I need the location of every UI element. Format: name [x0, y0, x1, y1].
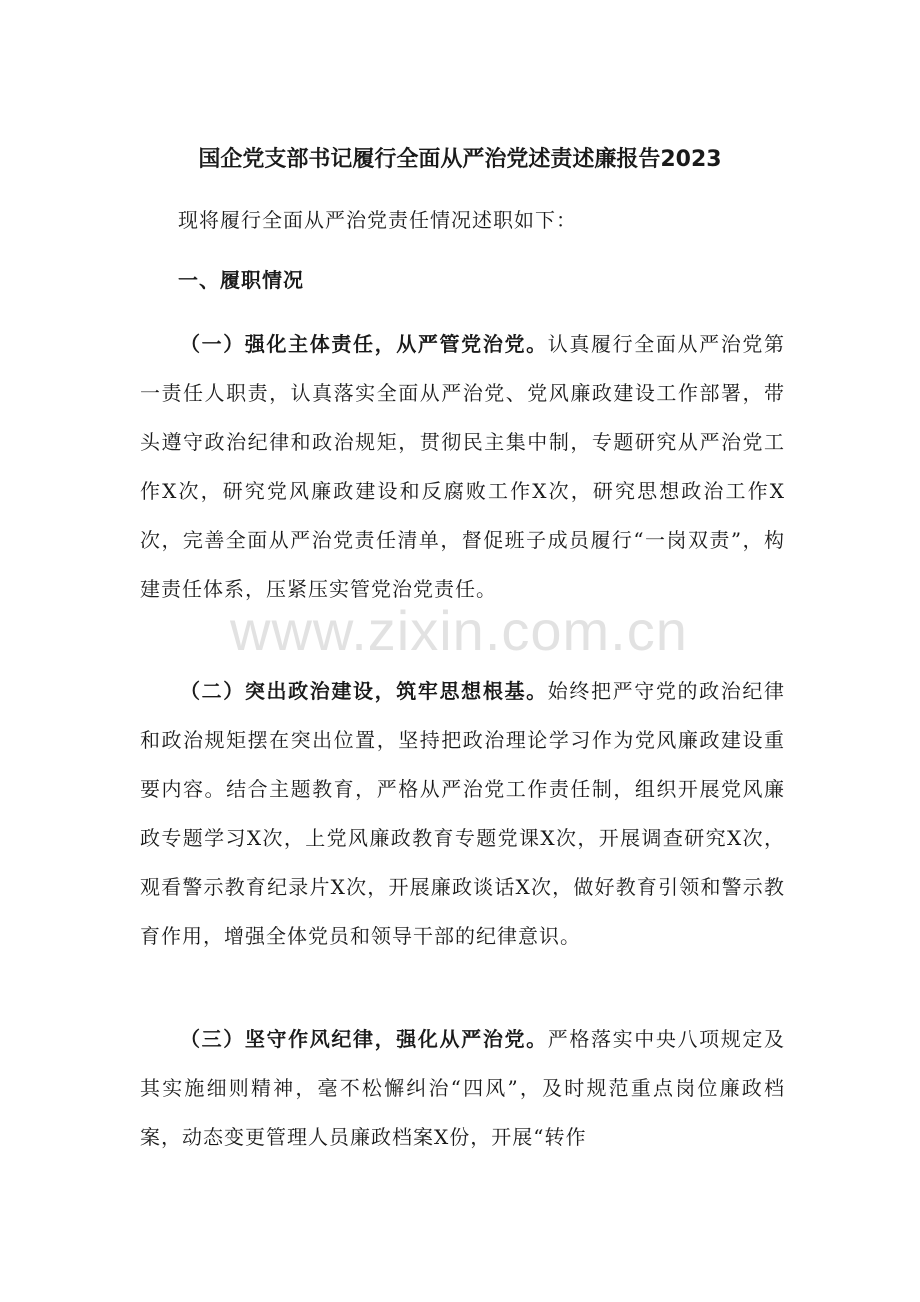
paragraph-3-body: 严格落实中央八项规定及其实施细则精神，毫不松懈纠治“四风”，及时规范重点岗位廉政档案，动态变更管理人员廉政档案X份，开展“转作	[140, 1027, 786, 1149]
paragraph-3-lead: （三）坚守作风纪律，强化从严治党。	[180, 1027, 548, 1051]
section-heading: 一、履职情况	[178, 268, 304, 292]
paragraph-3	[140, 1015, 785, 1162]
paragraph-2	[140, 667, 785, 961]
paragraph-2-body: 始终把严守党的政治纪律和政治规矩摆在突出位置，坚持把政治理论学习作为党风廉政建设重要内容。结合主题教育，严格从严治党工作责任制，组织开展党风廉政专题学习X次，上党风廉政教育专题党课X次，开展调查研究X次，观看警示教育纪录片X次，开展廉政谈话X次，做好教育引领和警示教育作用，增强全体党员和领导干部的纪律意识。	[140, 679, 786, 948]
paragraph-1-lead: （一）强化主体责任，从严管党治党。	[180, 332, 548, 356]
paragraph-2-lead: （二）突出政治建设，筑牢思想根基。	[180, 679, 548, 703]
intro-text: 现将履行全面从严治党责任情况述职如下：	[178, 208, 577, 232]
paragraph-1-body: 认真履行全面从严治党第一责任人职责，认真落实全面从严治党、党风廉政建设工作部署，带头遵守政治纪律和政治规矩，贯彻民主集中制，专题研究从严治党工作X次，研究党风廉政建设和反腐败工作X次，研究思想政治工作X次，完善全面从严治党责任清单，督促班子成员履行“一岗双责”，构建责任体系，压紧压实管党治党责任。	[140, 332, 786, 601]
document-title: 国企党支部书记履行全面从严治党述责述廉报告2023	[198, 147, 722, 172]
watermark: www.zixin.com.cn	[230, 599, 688, 662]
paragraph-1	[140, 320, 785, 614]
